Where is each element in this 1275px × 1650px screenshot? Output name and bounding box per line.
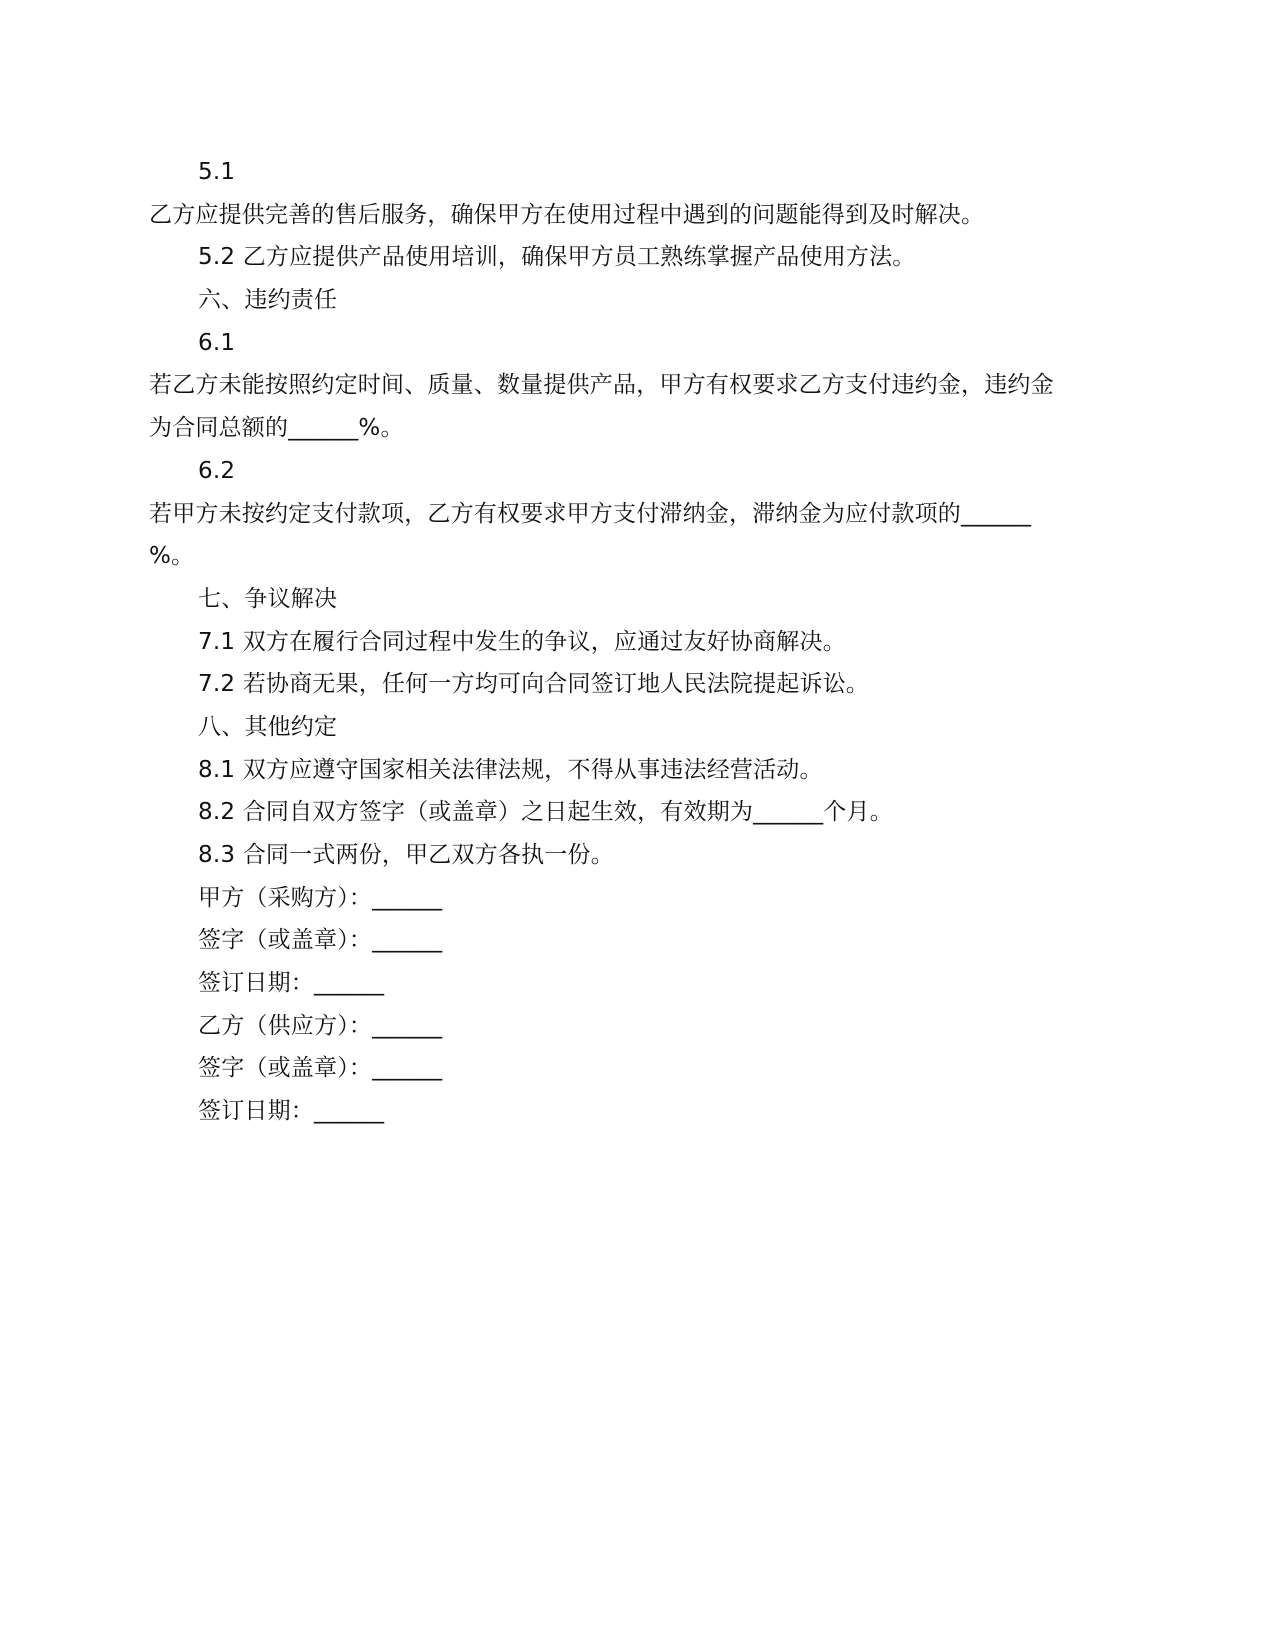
clause-6-2-number: 6.2 — [198, 457, 236, 484]
clause-6-2-text-line-1: 若甲方未按约定支付款项，乙方有权要求甲方支付滞纳金，滞纳金为应付款项的______ — [149, 500, 1032, 527]
clause-8-1: 8.1 双方应遵守国家相关法律法规，不得从事违法经营活动。 — [198, 756, 823, 783]
party-b-supplier-field: 乙方（供应方）：______ — [198, 1012, 443, 1039]
clause-8-3: 8.3 合同一式两份，甲乙双方各执一份。 — [198, 842, 614, 868]
clause-5-1-number: 5.1 — [198, 159, 236, 185]
clause-6-2-text-line-2: %。 — [149, 543, 195, 570]
clause-5-1-text: 乙方应提供完善的售后服务，确保甲方在使用过程中遇到的问题能得到及时解决。 — [149, 201, 985, 228]
clause-7-2: 7.2 若协商无果，任何一方均可向合同签订地人民法院提起诉讼。 — [198, 671, 870, 698]
clause-5-2: 5.2 乙方应提供产品使用培训，确保甲方员工熟练掌握产品使用方法。 — [198, 244, 916, 271]
clause-7-1: 7.1 双方在履行合同过程中发生的争议，应通过友好协商解决。 — [198, 628, 846, 655]
clause-6-1-text-line-1: 若乙方未能按照约定时间、质量、数量提供产品，甲方有权要求乙方支付违约金，违约金 — [149, 372, 1054, 399]
section-heading-dispute-resolution: 七、争议解决 — [198, 585, 338, 612]
clause-8-2: 8.2 合同自双方签字（或盖章）之日起生效，有效期为______个月。 — [198, 799, 893, 826]
clause-6-1-number: 6.1 — [198, 329, 236, 356]
party-a-sign-date-field: 签订日期：______ — [198, 970, 385, 997]
party-b-signature-field: 签字（或盖章）：______ — [198, 1055, 443, 1082]
document-body — [149, 151, 1134, 1133]
party-b-sign-date-field: 签订日期：______ — [198, 1098, 385, 1125]
section-heading-breach-liability: 六、违约责任 — [198, 287, 338, 314]
party-a-purchaser-field: 甲方（采购方）：______ — [198, 884, 443, 911]
clause-6-1-text-line-2: 为合同总额的______%。 — [149, 415, 404, 442]
section-heading-other-terms: 八、其他约定 — [198, 713, 338, 740]
party-a-signature-field: 签字（或盖章）：______ — [198, 927, 443, 954]
